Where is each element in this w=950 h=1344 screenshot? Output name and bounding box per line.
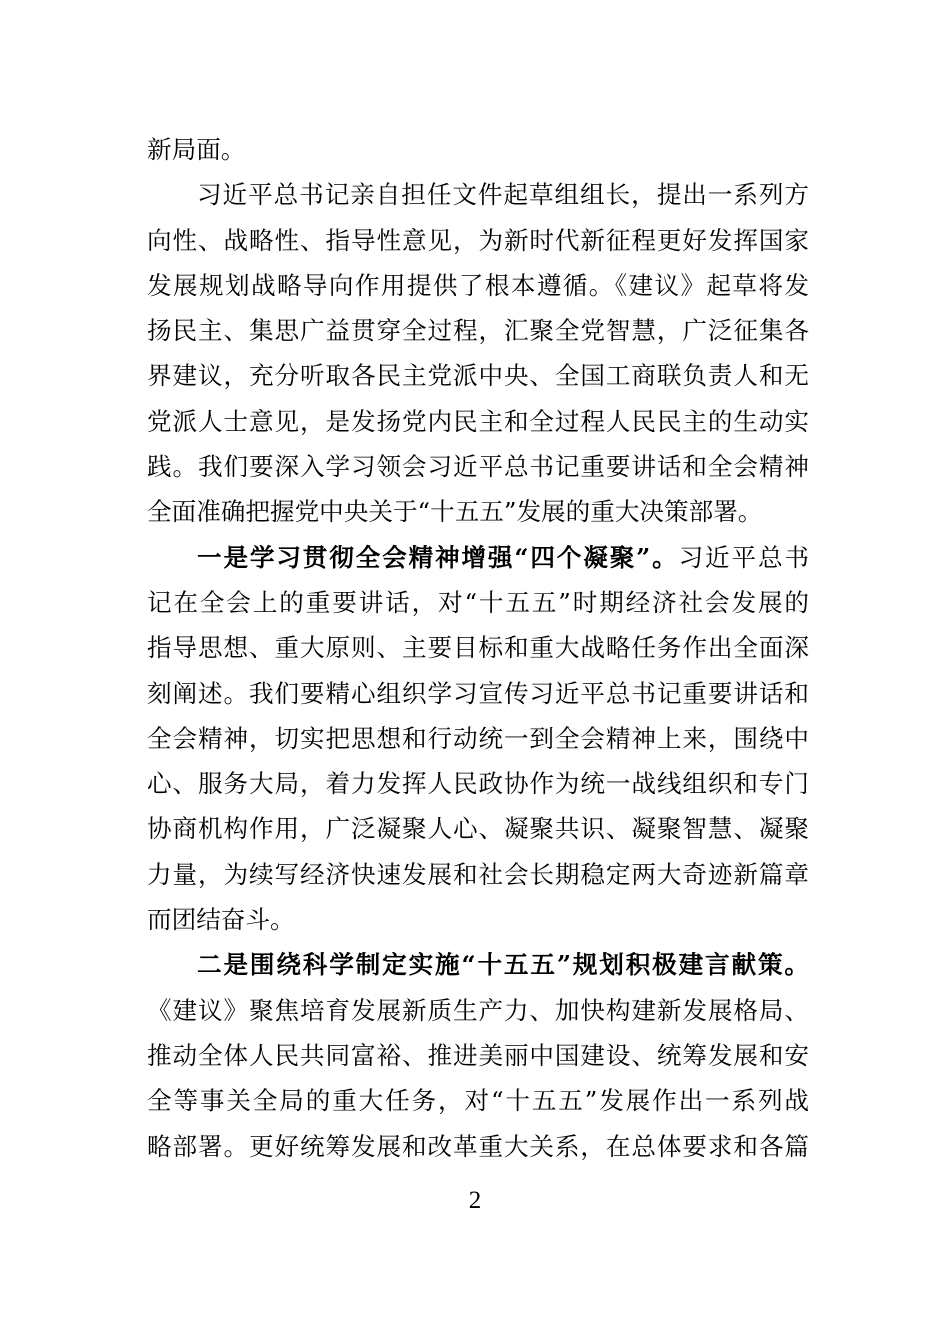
body-text (147, 127, 809, 1169)
line-text: 全面准确把握党中央关于“十五五”发展的重大决策部署。 (147, 497, 763, 527)
text-line (147, 399, 809, 444)
line-text: 全会精神，切实把思想和行动统一到全会精神上来，围绕中 (147, 723, 809, 753)
line-text: 党派人士意见，是发扬党内民主和全过程人民民主的生动实 (147, 406, 809, 436)
line-text: 略部署。更好统筹发展和改革重大关系，在总体要求和各篇 (147, 1131, 809, 1161)
text-line (147, 625, 809, 670)
line-text: 习近平总书记亲自担任文件起草组组长，提出一系列方 (197, 180, 809, 210)
line-text: 全等事关全局的重大任务，对“十五五”发展作出一系列战 (147, 1086, 809, 1116)
line-text: 扬民主、集思广益贯穿全过程，汇聚全党智慧，广泛征集各 (147, 316, 809, 346)
line-text: 向性、战略性、指导性意见，为新时代新征程更好发挥国家 (147, 225, 809, 255)
text-line (147, 761, 809, 806)
line-text: 指导思想、重大原则、主要目标和重大战略任务作出全面深 (147, 633, 809, 663)
page-number: 2 (468, 1187, 482, 1214)
line-text: 力量，为续写经济快速发展和社会长期稳定两大奇迹新篇章 (147, 859, 809, 889)
line-text: 推动全体人民共同富裕、推进美丽中国建设、统筹发展和安 (147, 1040, 809, 1070)
text-line (147, 852, 809, 897)
text-line (147, 1124, 809, 1169)
line-text: 发展规划战略导向作用提供了根本遵循。《建议》起草将发 (147, 270, 809, 300)
line-text: 习近平总书 (678, 542, 809, 572)
text-line (147, 489, 809, 534)
text-line (147, 988, 809, 1033)
line-text: 践。我们要深入学习领会习近平总书记重要讲话和全会精神 (147, 452, 809, 482)
bold-heading-text: 二是围绕科学制定实施“十五五”规划积极建言献策。 (197, 950, 809, 980)
text-line (147, 716, 809, 761)
line-text: 而团结奋斗。 (147, 905, 295, 935)
text-line (147, 580, 809, 625)
line-text: 协商机构作用，广泛凝聚人心、凝聚共识、凝聚智慧、凝聚 (147, 814, 809, 844)
text-line (147, 127, 809, 172)
text-line (147, 806, 809, 851)
text-line (147, 1078, 809, 1123)
text-line (147, 942, 809, 987)
bold-heading-text: 一是学习贯彻全会精神增强“四个凝聚”。 (197, 542, 679, 572)
line-text: 界建议，充分听取各民主党派中央、全国工商联负责人和无 (147, 361, 809, 391)
text-line (147, 1033, 809, 1078)
line-text: 刻阐述。我们要精心组织学习宣传习近平总书记重要讲话和 (147, 678, 809, 708)
line-text: 新局面。 (147, 135, 246, 164)
line-text: 心、服务大局，着力发挥人民政协作为统一战线组织和专门 (147, 769, 809, 799)
text-line (147, 535, 809, 580)
text-line (147, 218, 809, 263)
text-line (147, 308, 809, 353)
line-text: 记在全会上的重要讲话，对“十五五”时期经济社会发展的 (147, 587, 809, 617)
text-line (147, 671, 809, 716)
line-text: 《建议》聚焦培育发展新质生产力、加快构建新发展格局、 (147, 995, 809, 1025)
text-line (147, 172, 809, 217)
text-line (147, 353, 809, 398)
text-line (147, 897, 809, 942)
text-line (147, 263, 809, 308)
text-line (147, 444, 809, 489)
